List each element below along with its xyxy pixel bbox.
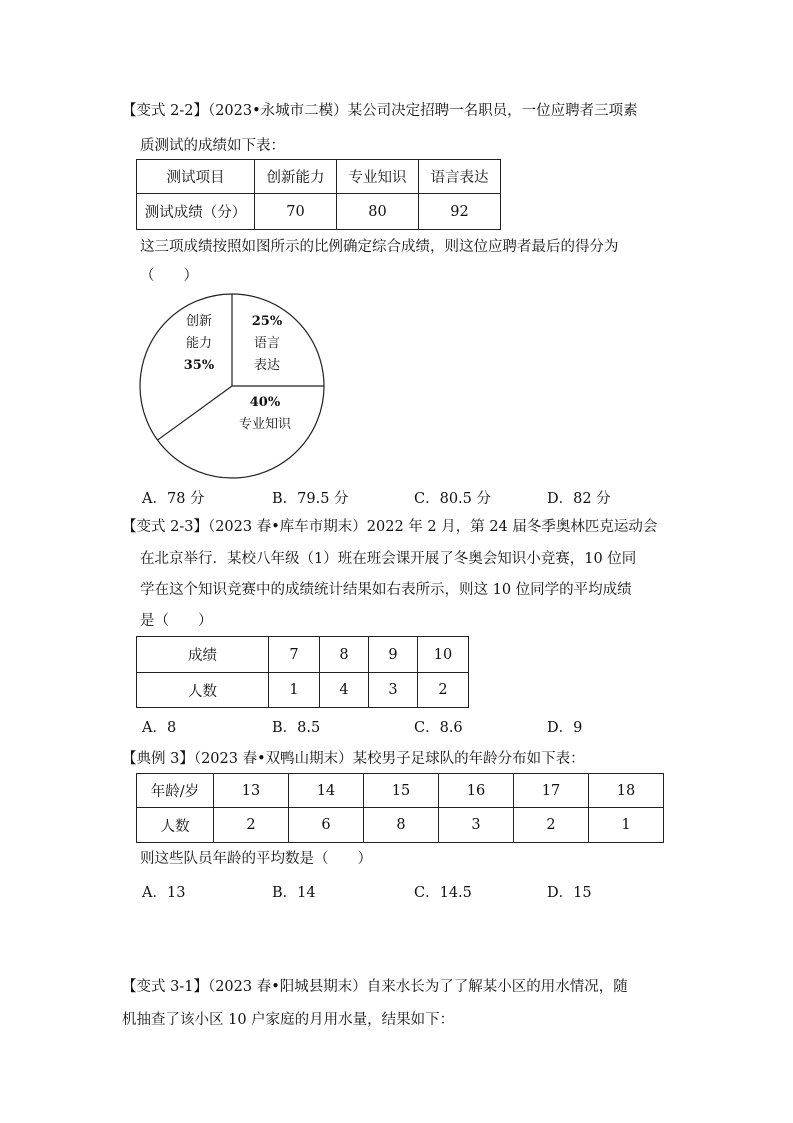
table-cell: 17: [514, 774, 589, 808]
q23-score-table: [136, 636, 469, 708]
table-cell: 15: [364, 774, 439, 808]
table-row: [137, 774, 664, 808]
table-cell: 8: [364, 808, 439, 843]
q22-option-d: D．82 分: [547, 491, 611, 507]
pie-slice-label: 语言: [253, 336, 281, 351]
table-cell: 年龄/岁: [137, 774, 214, 808]
table-cell: 人数: [137, 673, 269, 708]
table-cell: 语言表达: [419, 160, 501, 194]
pie-slice-boundary: [158, 386, 232, 440]
table-row: [137, 808, 664, 843]
ex3-stem-line2: 则这些队员年龄的平均数是（ ）: [140, 851, 372, 867]
pie-slice-percent: 25%: [251, 314, 283, 329]
table-cell: 13: [214, 774, 289, 808]
q31-stem-line1: 【变式 3-1】（2023 春•阳城县期末）自来水长为了了解某小区的用水情况，随: [122, 979, 628, 995]
table-cell: 3: [369, 673, 418, 708]
ex3-option-a: A．13: [142, 885, 186, 901]
table-cell: 1: [269, 673, 320, 708]
pie-slice-percent: 40%: [249, 395, 281, 410]
q22-stem-line1: 【变式 2-2】（2023•永城市二模）某公司决定招聘一名职员，一位应聘者三项素: [122, 103, 638, 119]
table-row: [137, 673, 469, 708]
pie-chart: [137, 293, 327, 483]
pie-slice-label: 能力: [185, 336, 213, 351]
q22-option-a: A．78 分: [142, 491, 205, 507]
q23-stem-line2: 在北京举行．某校八年级（1）班在班会课开展了冬奥会知识小竞赛，10 位同: [140, 551, 637, 567]
q22-option-c: C．80.5 分: [414, 491, 491, 507]
table-cell: 7: [269, 637, 320, 673]
pie-slice-label: 专业知识: [238, 417, 292, 432]
ex3-stem-line1: 【典例 3】（2023 春•双鸭山期末）某校男子足球队的年龄分布如下表：: [122, 751, 585, 767]
q23-stem-line1: 【变式 2-3】（2023 春•库车市期末）2022 年 2 月，第 24 届冬季奥林匹克运动会: [122, 519, 658, 535]
table-cell: 80: [337, 194, 419, 230]
table-cell: 专业知识: [337, 160, 419, 194]
q23-option-c: C．8.6: [414, 720, 463, 736]
ex3-option-b: B．14: [272, 885, 316, 901]
table-cell: 92: [419, 194, 501, 230]
q22-stem-line3: 这三项成绩按照如图所示的比例确定综合成绩，则这位应聘者最后的得分为: [140, 239, 619, 255]
pie-slice-percent: 35%: [183, 358, 215, 373]
table-cell: 1: [589, 808, 664, 843]
table-cell: 成绩: [137, 637, 269, 673]
table-cell: 人数: [137, 808, 214, 843]
q23-stem-line3: 学在这个知识竞赛中的成绩统计结果如右表所示，则这 10 位同学的平均成绩: [140, 582, 632, 598]
table-cell: 测试成绩（分）: [137, 194, 255, 230]
table-cell: 10: [418, 637, 469, 673]
table-cell: 18: [589, 774, 664, 808]
ex3-option-c: C．14.5: [414, 885, 472, 901]
table-row: [137, 637, 469, 673]
pie-slice-label: 表达: [253, 358, 281, 373]
table-cell: 16: [439, 774, 514, 808]
table-cell: 6: [289, 808, 364, 843]
ex3-option-d: D．15: [547, 885, 592, 901]
q23-option-b: B．8.5: [272, 720, 321, 736]
table-cell: 3: [439, 808, 514, 843]
q22-option-b: B．79.5 分: [272, 491, 349, 507]
q22-stem-line2: 质测试的成绩如下表：: [140, 138, 285, 154]
table-cell: 2: [418, 673, 469, 708]
ex3-age-table: [136, 773, 664, 843]
q23-stem-line4: 是（ ）: [140, 613, 213, 629]
table-cell: 9: [369, 637, 418, 673]
table-row: [137, 194, 501, 230]
q31-stem-line2: 机抽查了该小区 10 户家庭的月用水量，结果如下：: [122, 1012, 455, 1028]
table-row: [137, 160, 501, 194]
table-cell: 70: [255, 194, 337, 230]
q23-option-a: A．8: [142, 720, 177, 736]
table-cell: 4: [320, 673, 369, 708]
table-cell: 14: [289, 774, 364, 808]
q22-stem-line4: （ ）: [140, 268, 198, 284]
pie-slice-label: 创新: [185, 314, 213, 329]
q23-option-d: D．9: [547, 720, 583, 736]
q22-score-table: [136, 159, 501, 230]
table-cell: 测试项目: [137, 160, 255, 194]
table-cell: 8: [320, 637, 369, 673]
table-cell: 创新能力: [255, 160, 337, 194]
table-cell: 2: [214, 808, 289, 843]
table-cell: 2: [514, 808, 589, 843]
